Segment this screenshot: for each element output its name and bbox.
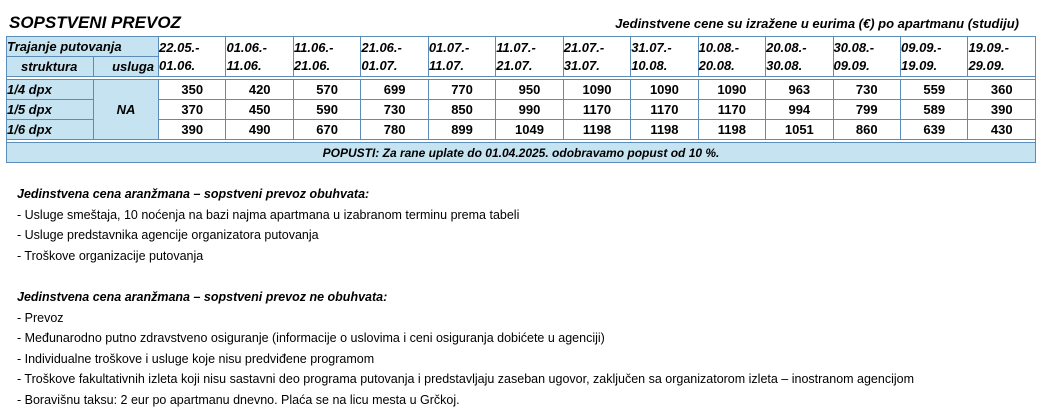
price-cell: 370 [159,100,226,120]
price-cell: 799 [833,100,900,120]
price-cell: 1090 [563,80,630,100]
price-cell: 850 [428,100,495,120]
price-cell: 559 [901,80,968,100]
table-row [7,100,1036,120]
discount-row [7,143,1036,163]
price-cell: 730 [361,100,428,120]
price-cell: 963 [766,80,833,100]
price-cell: 360 [968,80,1036,100]
price-cell: 1170 [698,100,765,120]
period-header: 01.07.- 11.07. [428,37,495,77]
price-cell: 770 [428,80,495,100]
price-cell: 1049 [496,120,563,140]
price-cell: 1051 [766,120,833,140]
price-cell: 990 [496,100,563,120]
excludes-section [17,287,914,410]
price-cell: 1198 [631,120,698,140]
price-cell: 450 [226,100,293,120]
price-cell: 899 [428,120,495,140]
period-header: 31.07.- 10.08. [631,37,698,77]
price-cell: 390 [968,100,1036,120]
price-cell: 950 [496,80,563,100]
list-item: - Troškove fakultativnih izleta koji nisu sastavni deo programa putovanja i predstavljaju zaseban ugovor, zaključen sa organizatorom izleta – inostranom agencijom [17,372,915,386]
period-header: 10.08.- 20.08. [698,37,765,77]
list-item: - Boravišnu taksu: 2 eur po apartmanu dnevno. Plaća se na licu mesta u Grčkoj. [17,392,460,407]
price-cell: 490 [226,120,293,140]
price-cell: 390 [159,120,226,140]
service-cell: NA [94,80,159,140]
includes-heading: Jedinstvena cena aranžmana – sopstveni prevoz obuhvata: [17,187,370,201]
period-header: 21.06.- 01.07. [361,37,428,77]
structure-cell: 1/5 dpx [7,100,94,120]
period-header: 11.07.- 21.07. [496,37,563,77]
header-row [9,13,1019,33]
price-cell: 589 [901,100,968,120]
period-header: 21.07.- 31.07. [563,37,630,77]
price-cell: 420 [226,80,293,100]
table-row [7,120,1036,140]
structure-cell: 1/4 dpx [7,80,94,100]
currency-note: Jedinstvene cene su izražene u eurima (€) po apartmanu (studiju) [615,16,1019,31]
list-item: - Prevoz [17,310,64,325]
period-header-row [7,37,1036,57]
structure-label: struktura [7,57,94,77]
price-cell: 994 [766,100,833,120]
price-cell: 570 [293,80,360,100]
list-item: - Međunarodno putno zdravstveno osiguranje (informacije o uslovima i ceni osiguranja dobićete u agenciji) [17,331,605,345]
list-item: - Individualne troškove i usluge koje nisu predviđene programom [17,351,375,366]
price-cell: 1198 [563,120,630,140]
price-cell: 1090 [631,80,698,100]
list-item: - Usluge smeštaja, 10 noćenja na bazi najma apartmana u izabranom terminu prema tabeli [17,207,520,222]
price-cell: 1170 [631,100,698,120]
price-cell: 1170 [563,100,630,120]
includes-section [17,184,519,266]
structure-cell: 1/6 dpx [7,120,94,140]
period-header: 01.06.- 11.06. [226,37,293,77]
price-cell: 1198 [698,120,765,140]
price-cell: 730 [833,80,900,100]
period-header: 19.09.- 29.09. [968,37,1036,77]
price-cell: 350 [159,80,226,100]
page-title: SOPSTVENI PREVOZ [9,13,181,32]
excludes-heading: Jedinstvena cena aranžmana – sopstveni prevoz ne obuhvata: [17,290,388,304]
price-cell: 670 [293,120,360,140]
discount-note: POPUSTI: Za rane uplate do 01.04.2025. odobravamo popust od 10 %. [7,143,1036,163]
period-header: 11.06.- 21.06. [293,37,360,77]
price-cell: 639 [901,120,968,140]
list-item: - Troškove organizacije putovanja [17,248,204,263]
period-header: 09.09.- 19.09. [901,37,968,77]
period-header: 22.05.- 01.06. [159,37,226,77]
duration-label: Trajanje putovanja [7,37,159,57]
price-cell: 780 [361,120,428,140]
price-cell: 1090 [698,80,765,100]
price-cell: 860 [833,120,900,140]
price-table [6,36,1036,163]
list-item: - Usluge predstavnika agencije organizatora putovanja [17,228,319,242]
price-cell: 590 [293,100,360,120]
service-label: usluga [94,57,159,77]
price-cell: 699 [361,80,428,100]
period-header: 30.08.- 09.09. [833,37,900,77]
price-cell: 430 [968,120,1036,140]
table-row [7,80,1036,100]
period-header: 20.08.- 30.08. [766,37,833,77]
